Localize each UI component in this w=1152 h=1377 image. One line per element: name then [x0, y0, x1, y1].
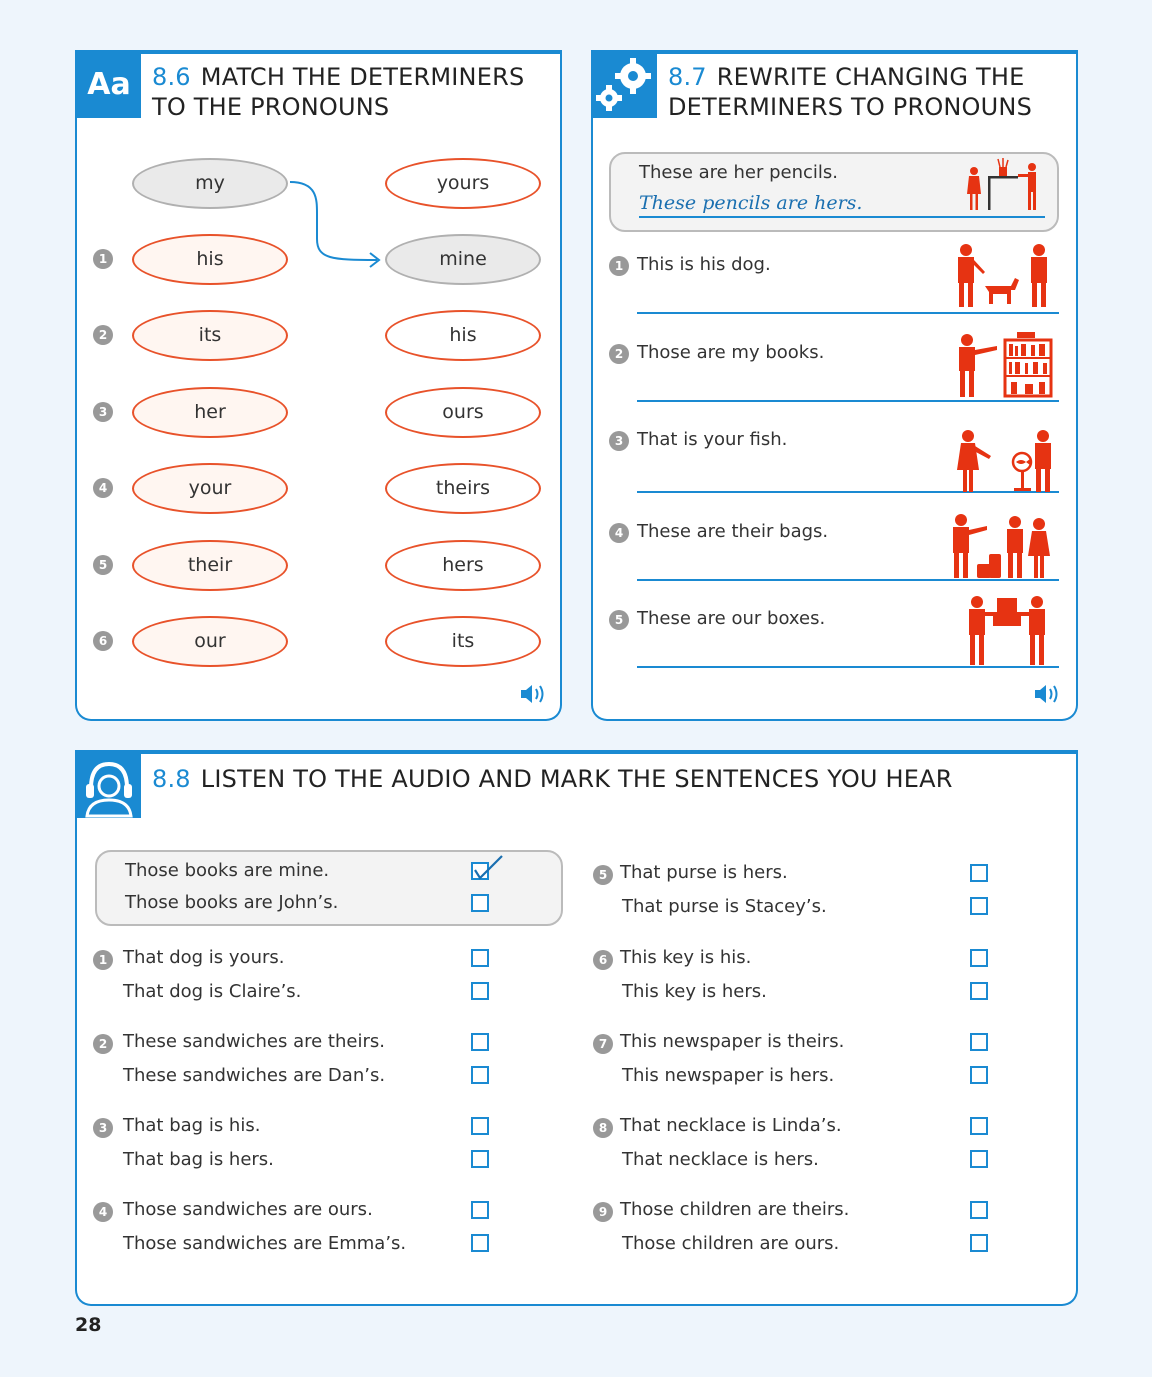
item-number: 3: [609, 431, 629, 451]
sentence-option-b: These sandwiches are Dan’s.: [123, 1065, 386, 1086]
sentence-option-b: That necklace is hers.: [622, 1149, 819, 1170]
title-line-1: MATCH THE DETERMINERS: [200, 63, 525, 91]
item-number: 4: [609, 523, 629, 543]
item-sentence: This is his dog.: [637, 254, 771, 275]
item-sentence: Those are my books.: [637, 342, 825, 363]
sentence-option-a: Those children are theirs.: [620, 1199, 850, 1220]
sentence-option-b: This key is hers.: [622, 981, 767, 1002]
exercise-8-6-panel: [75, 50, 562, 721]
example-answer: These pencils are hers.: [639, 192, 863, 214]
item-number: 1: [609, 256, 629, 276]
item-number: 4: [93, 1202, 113, 1222]
answer-checkbox[interactable]: [471, 1150, 489, 1168]
answer-checkbox[interactable]: [970, 1066, 988, 1084]
pronoun-oval[interactable]: yours: [385, 158, 541, 209]
item-number: 4: [93, 478, 113, 498]
pronoun-oval[interactable]: theirs: [385, 463, 541, 514]
determiner-oval[interactable]: his: [132, 234, 288, 285]
item-number: 1: [93, 950, 113, 970]
title-line-1: REWRITE CHANGING THE: [716, 63, 1025, 91]
example-answer-line: [639, 216, 1045, 218]
answer-checkbox[interactable]: [471, 982, 489, 1000]
item-number: 7: [593, 1034, 613, 1054]
sentence-option-b: This newspaper is hers.: [622, 1065, 835, 1086]
exercise-8-7-panel: [591, 50, 1078, 721]
item-sentence: These are our boxes.: [637, 608, 826, 629]
example-sentence-b: Those books are John’s.: [125, 892, 339, 913]
sentence-option-b: Those children are ours.: [622, 1233, 840, 1254]
item-number: 5: [593, 865, 613, 885]
sentence-option-a: This key is his.: [620, 947, 752, 968]
exercise-number: 8.6: [152, 63, 191, 91]
determiner-oval-example[interactable]: my: [132, 158, 288, 209]
exercise-title: [152, 764, 953, 794]
answer-checkbox[interactable]: [970, 949, 988, 967]
sentence-option-a: This newspaper is theirs.: [620, 1031, 845, 1052]
dog-figure-icon: [953, 242, 1053, 308]
item-number: 3: [93, 402, 113, 422]
item-number: 6: [593, 950, 613, 970]
item-number: 1: [93, 249, 113, 269]
pronoun-oval[interactable]: its: [385, 616, 541, 667]
item-number: 6: [93, 631, 113, 651]
title-line-2: TO THE PRONOUNS: [152, 93, 390, 121]
title-line-2: DETERMINERS TO PRONOUNS: [668, 93, 1033, 121]
item-number: 3: [93, 1118, 113, 1138]
answer-checkbox[interactable]: [471, 1201, 489, 1219]
answer-line[interactable]: [637, 400, 1059, 402]
answer-checkbox[interactable]: [970, 897, 988, 915]
sentence-option-a: That dog is yours.: [123, 947, 285, 968]
example-sentence: These are her pencils.: [639, 162, 838, 183]
answer-line[interactable]: [637, 312, 1059, 314]
sentence-option-a: These sandwiches are theirs.: [123, 1031, 385, 1052]
answer-checkbox[interactable]: [970, 1117, 988, 1135]
item-number: 8: [593, 1118, 613, 1138]
audio-speaker-icon[interactable]: [1033, 682, 1061, 706]
determiner-oval[interactable]: its: [132, 310, 288, 361]
answer-checkbox[interactable]: [471, 1066, 489, 1084]
item-sentence: That is your fish.: [637, 429, 788, 450]
pronoun-oval[interactable]: hers: [385, 540, 541, 591]
example-box: [609, 152, 1059, 232]
title-text: LISTEN TO THE AUDIO AND MARK THE SENTENCES YOU HEAR: [200, 765, 953, 793]
answer-checkbox[interactable]: [471, 1033, 489, 1051]
audio-speaker-icon[interactable]: [519, 682, 547, 706]
sentence-option-a: That necklace is Linda’s.: [620, 1115, 842, 1136]
determiner-oval[interactable]: our: [132, 616, 288, 667]
determiner-oval[interactable]: their: [132, 540, 288, 591]
item-number: 2: [93, 325, 113, 345]
match-arrow-icon: [77, 54, 564, 725]
example-sentence-a: Those books are mine.: [125, 860, 330, 881]
exercise-title: [668, 62, 1032, 122]
item-number: 2: [609, 344, 629, 364]
pronoun-oval[interactable]: his: [385, 310, 541, 361]
bookshelf-figure-icon: [955, 330, 1055, 398]
exercise-8-8-panel: [75, 750, 1078, 1306]
answer-checkbox[interactable]: [970, 982, 988, 1000]
page-number: 28: [75, 1314, 102, 1336]
exercise-number: 8.8: [152, 765, 191, 793]
gears-badge-icon: [593, 54, 657, 118]
sentence-option-b: That dog is Claire’s.: [123, 981, 302, 1002]
sentence-option-b: That purse is Stacey’s.: [622, 896, 827, 917]
sentence-option-a: Those sandwiches are ours.: [123, 1199, 373, 1220]
headphones-badge-icon: [77, 754, 141, 818]
sentence-option-a: That bag is his.: [123, 1115, 261, 1136]
example-box: [95, 850, 563, 926]
item-sentence: These are their bags.: [637, 521, 829, 542]
item-number: 9: [593, 1202, 613, 1222]
check-mark-icon: [471, 854, 505, 882]
exercise-number: 8.7: [668, 63, 707, 91]
answer-checkbox[interactable]: [970, 1201, 988, 1219]
determiner-oval[interactable]: her: [132, 387, 288, 438]
determiner-oval[interactable]: your: [132, 463, 288, 514]
answer-checkbox[interactable]: [471, 1117, 489, 1135]
sentence-option-b: Those sandwiches are Emma’s.: [123, 1233, 407, 1254]
pronoun-oval-example[interactable]: mine: [385, 234, 541, 285]
answer-checkbox[interactable]: [970, 1150, 988, 1168]
bags-figure-icon: [949, 510, 1053, 580]
boxes-figure-icon: [963, 590, 1053, 666]
item-number: 5: [609, 610, 629, 630]
fish-figure-icon: [955, 428, 1055, 494]
answer-checkbox[interactable]: [471, 949, 489, 967]
pencils-figure-icon: [966, 158, 1048, 214]
answer-line[interactable]: [637, 666, 1059, 668]
sentence-option-a: That purse is hers.: [620, 862, 788, 883]
answer-checkbox[interactable]: [970, 1234, 988, 1252]
example-checkbox[interactable]: [471, 894, 489, 912]
answer-checkbox[interactable]: [471, 1234, 489, 1252]
item-number: 2: [93, 1034, 113, 1054]
answer-checkbox[interactable]: [970, 1033, 988, 1051]
vocabulary-badge-icon: Aa: [77, 54, 141, 118]
pronoun-oval[interactable]: ours: [385, 387, 541, 438]
sentence-option-b: That bag is hers.: [123, 1149, 274, 1170]
item-number: 5: [93, 555, 113, 575]
answer-checkbox[interactable]: [970, 864, 988, 882]
